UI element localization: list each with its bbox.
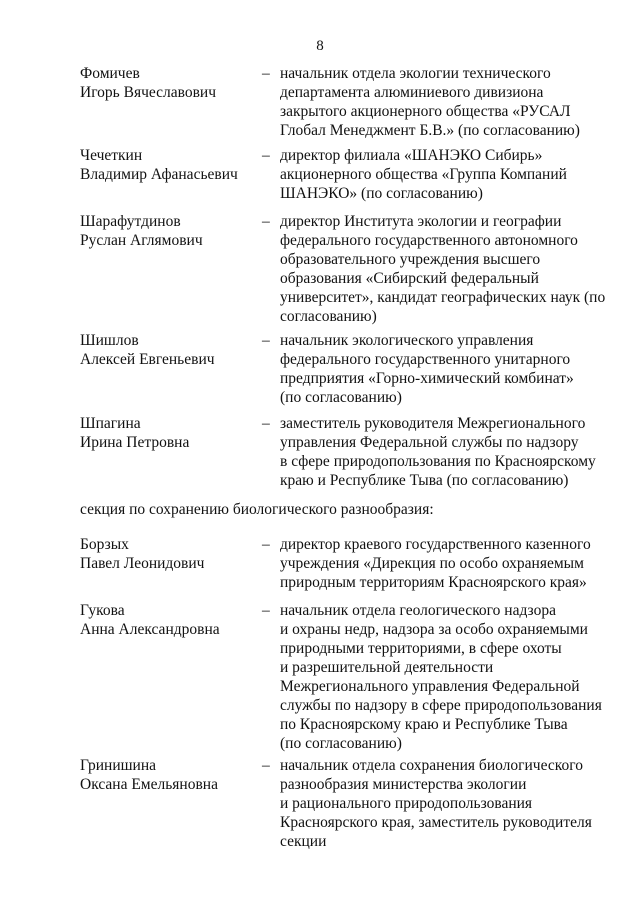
member-surname: Гукова — [80, 602, 125, 619]
page-number: 8 — [316, 38, 324, 54]
dash-separator: – — [262, 415, 270, 432]
position-line: разнообразия министерства экологии — [280, 776, 527, 793]
member-position — [280, 331, 610, 407]
member-position — [280, 601, 610, 753]
position-line: и охраны недр, надзора за особо охраняемыми — [280, 621, 588, 638]
position-line: и рационального природопользования — [280, 795, 533, 812]
member-name — [80, 601, 250, 639]
member-given-names: Оксана Емельяновна — [80, 776, 218, 793]
member-surname: Фомичев — [80, 65, 140, 82]
member-given-names: Анна Александровна — [80, 621, 220, 638]
position-line: заместитель руководителя Межрегионального — [280, 415, 586, 432]
member-position — [280, 756, 610, 851]
member-name — [80, 414, 250, 452]
position-line: природными территориями, в сфере охоты — [280, 640, 562, 657]
dash-separator: – — [262, 213, 270, 230]
position-line: начальник отдела геологического надзора — [280, 602, 556, 619]
member-surname: Шарафутдинов — [80, 213, 181, 230]
position-line: в сфере природопользования по Красноярскому — [280, 453, 596, 470]
member-given-names: Руслан Аглямович — [80, 232, 203, 249]
section-heading: секция по сохранению биологического разнообразия: — [80, 501, 434, 518]
position-line: природным территориям Красноярского края» — [280, 574, 587, 591]
member-name — [80, 535, 250, 573]
dash-separator: – — [262, 602, 270, 619]
position-line: директор филиала «ШАНЭКО Сибирь» — [280, 147, 543, 164]
position-line: департамента алюминиевого дивизиона — [280, 84, 544, 101]
position-line: Межрегионального управления Федеральной — [280, 678, 580, 695]
position-line: краю и Республике Тыва (по согласованию) — [280, 472, 569, 489]
member-name — [80, 64, 250, 102]
member-position — [280, 146, 610, 203]
member-given-names: Павел Леонидович — [80, 555, 205, 572]
dash-separator: – — [262, 147, 270, 164]
position-line: университет», кандидат географических наук (по — [280, 289, 606, 306]
member-given-names: Ирина Петровна — [80, 434, 190, 451]
member-given-names: Алексей Евгеньевич — [80, 351, 215, 368]
position-line: федерального государственного автономного — [280, 232, 578, 249]
member-name — [80, 756, 250, 794]
position-line: начальник отдела сохранения биологического — [280, 757, 583, 774]
member-surname: Шишлов — [80, 332, 139, 349]
position-line: федерального государственного унитарного — [280, 351, 571, 368]
dash-separator: – — [262, 536, 270, 553]
dash-separator: – — [262, 332, 270, 349]
member-position — [280, 212, 610, 326]
position-line: и разрешительной деятельности — [280, 659, 494, 676]
position-line: закрытого акционерного общества «РУСАЛ — [280, 103, 571, 120]
position-line: согласованию) — [280, 308, 377, 325]
position-line: образования «Сибирский федеральный — [280, 270, 539, 287]
member-position — [280, 414, 610, 490]
member-surname: Шпагина — [80, 415, 141, 432]
dash-separator: – — [262, 757, 270, 774]
member-surname: Гринишина — [80, 757, 157, 774]
position-line: директор краевого государственного казенного — [280, 536, 591, 553]
position-line: (по согласованию) — [280, 735, 402, 752]
position-line: службы по надзору в сфере природопользования — [280, 697, 602, 714]
member-surname: Чечеткин — [80, 147, 143, 164]
member-given-names: Игорь Вячеславович — [80, 84, 217, 101]
position-line: Глобал Менеджмент Б.В.» (по согласованию) — [280, 122, 580, 139]
position-line: по Красноярскому краю и Республике Тыва — [280, 716, 568, 733]
position-line: директор Института экологии и географии — [280, 213, 562, 230]
position-line: предприятия «Горно-химический комбинат» — [280, 370, 574, 387]
position-line: учреждения «Дирекция по особо охраняемым — [280, 555, 584, 572]
member-name — [80, 331, 250, 369]
member-position — [280, 64, 610, 140]
position-line: ШАНЭКО» (по согласованию) — [280, 185, 483, 202]
position-line: Красноярского края, заместитель руководителя — [280, 814, 592, 831]
position-line: начальник экологического управления — [280, 332, 534, 349]
position-line: секции — [280, 833, 327, 850]
position-line: начальник отдела экологии технического — [280, 65, 551, 82]
member-name — [80, 212, 250, 250]
member-surname: Борзых — [80, 536, 129, 553]
dash-separator: – — [262, 65, 270, 82]
position-line: (по согласованию) — [280, 389, 402, 406]
member-name — [80, 146, 250, 184]
position-line: акционерного общества «Группа Компаний — [280, 166, 567, 183]
position-line: образовательного учреждения высшего — [280, 251, 541, 268]
member-position — [280, 535, 610, 592]
member-given-names: Владимир Афанасьевич — [80, 166, 238, 183]
position-line: управления Федеральной службы по надзору — [280, 434, 579, 451]
